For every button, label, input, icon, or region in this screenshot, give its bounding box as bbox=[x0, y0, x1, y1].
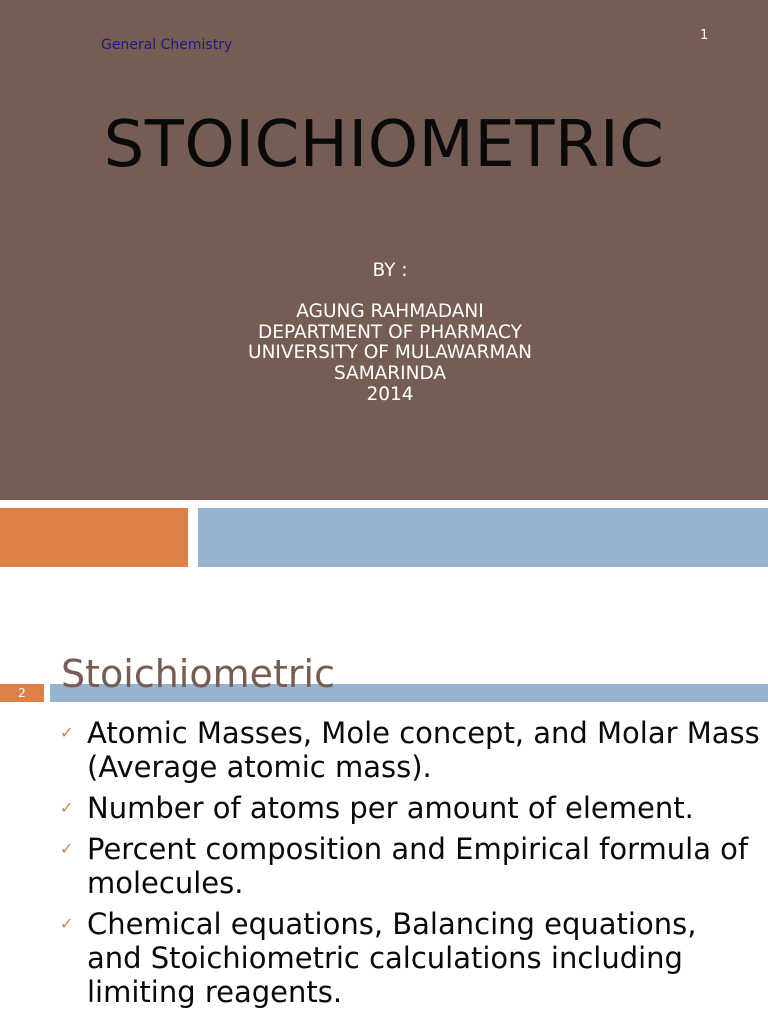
bullet-text: Percent composition and Empirical formula of molecules. bbox=[87, 832, 749, 900]
check-icon: ✓ bbox=[60, 798, 74, 817]
bullet-list bbox=[60, 716, 760, 1016]
check-icon: ✓ bbox=[60, 839, 74, 858]
author-byline bbox=[0, 261, 768, 405]
list-item bbox=[60, 791, 760, 825]
title-slide bbox=[0, 0, 768, 500]
list-item bbox=[60, 907, 760, 1009]
byline-line bbox=[0, 282, 768, 303]
slide-title: STOICHIOMETRIC bbox=[103, 108, 665, 182]
header-label: General Chemistry bbox=[101, 37, 233, 53]
byline-line: SAMARINDA bbox=[333, 362, 447, 384]
accent-bar-blue bbox=[198, 508, 768, 567]
byline-line: UNIVERSITY OF MULAWARMAN bbox=[248, 342, 532, 364]
list-item bbox=[60, 716, 760, 784]
list-item bbox=[60, 832, 760, 900]
byline-line: BY : bbox=[372, 260, 408, 281]
byline-line: 2014 bbox=[366, 383, 414, 405]
byline-line: DEPARTMENT OF PHARMACY bbox=[258, 321, 522, 343]
check-icon: ✓ bbox=[60, 723, 74, 742]
slide2-title: Stoichiometric bbox=[61, 652, 335, 696]
check-icon: ✓ bbox=[60, 914, 74, 933]
accent-bar-orange bbox=[0, 508, 188, 567]
byline-line: AGUNG RAHMADANI bbox=[296, 301, 484, 323]
bullet-text: Chemical equations, Balancing equations, and Stoichiometric calculations including limiting reagents. bbox=[87, 907, 697, 1009]
page-number: 1 bbox=[700, 28, 709, 43]
bullet-text: Atomic Masses, Mole concept, and Molar Mass (Average atomic mass). bbox=[87, 716, 760, 784]
slide2-page-number: 2 bbox=[0, 684, 44, 702]
bullet-text: Number of atoms per amount of element. bbox=[87, 791, 694, 825]
